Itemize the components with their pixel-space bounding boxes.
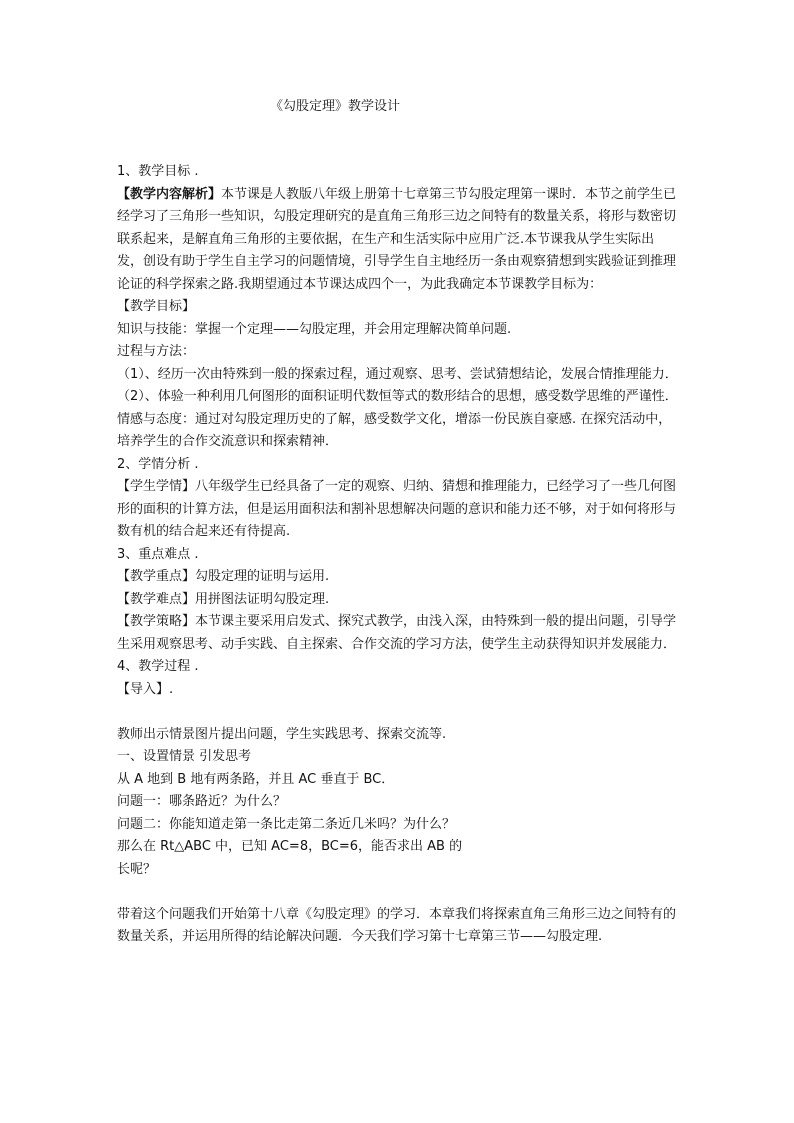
blank-line [117,881,679,904]
label-key-point: 【教学重点】 [117,569,196,584]
label-content-analysis: 【教学内容解析】 [117,186,222,202]
text-student-situation: 八年级学生已经具备了一定的观察、归纳、猜想和推理能力，已经学习了一些几何图形的面积的计算方法，但是运用面积法和割补思想解决问题的意识和能力还不够，对于如何将形与数有机的结合起来还有待提高. [117,479,677,539]
section-heading-teaching-goals: 1、教学目标 . [117,164,199,179]
section-heading-teaching-process: 4、教学过程 . [117,659,199,674]
paragraph-key-point [117,566,679,589]
label-student-situation: 【学生学情】 [117,479,196,494]
text-process-methods-heading: 过程与方法： [117,344,196,359]
text-teaching-strategy: 本节课主要采用启发式、探究式教学，由浅入深，由特殊到一般的提出问题，引导学生采用观察思考、动手实践、自主探索、合作交流的学习方法，使学生主动获得知识并发展能力． [117,614,677,652]
text-closing: 带着这个问题我们开始第十八章《勾股定理》的学习．本章我们将探索直角三角形三边之间特有的数量关系，并运用所得的结论解决问题．今天我们学习第十七章第三节——勾股定理. [117,906,677,944]
text-process-item-2: （2）、体验一种利用几何图形的面积证明代数恒等式的数形结合的思想，感受数学思维的严谨性． [117,389,678,404]
blank-line [117,701,679,724]
label-introduction: 【导入】. [117,681,174,697]
text-content-analysis: 本节课是人教版八年级上册第十七章第三节勾股定理第一课时．本节之前学生已经学习了三角形一些知识，勾股定理研究的是直角三角形三边之间特有的数量关系，将形与数密切联系起来，是解直角三角形的主要依据，在生产和生活实际中应用广泛.本节课我从学生实际出发，创设有助于学生自主学习的问题情境，引导学生自主地经历一条由观察猜想到实践验证到推理论证的科学探索之路.我期望通过本节课达成四个一，为此我确定本节课教学目标为： [117,186,677,292]
paragraph-difficult-point [117,589,679,612]
document-body [117,161,679,949]
paragraph-content-analysis [117,184,679,297]
paragraph-teaching-strategy [117,611,679,656]
text-question-two: 问题二：你能知道走第一条比走第二条近几米吗？为什么？ [117,816,456,832]
text-two-roads: 从 A 地到 B 地有两条路，并且 AC 垂直于 BC． [117,771,395,787]
text-question-one: 问题一：哪条路近？为什么？ [117,794,287,809]
text-teacher-presents: 教师出示情景图片提出问题，学生实践思考、探索交流等. [117,726,447,742]
text-emotion-attitude: 情感与态度：通过对勾股定理历史的了解，感受数学文化，增添一份民族自豪感. 在探究活动中，培养学生的合作交流意识和探索精神． [117,411,672,449]
text-process-item-1: （1）、经历一次由特殊到一般的探索过程，通过观察、思考、尝试猜想结论，发展合情推理能力． [117,366,678,382]
section-heading-key-points: 3、重点难点 . [117,546,199,562]
label-difficult-point: 【教学难点】 [117,591,196,607]
text-key-point: 勾股定理的证明与运用. [195,569,330,584]
label-teaching-strategy: 【教学策略】 [117,614,196,629]
section-heading-student-analysis: 2、学情分析 . [117,456,199,472]
document-title: 《勾股定理》教学设计 [270,99,401,114]
text-knowledge-skills: 知识与技能：掌握一个定理——勾股定理，并会用定理解决简单问题. [117,321,512,337]
text-step-one: 一、设置情景 引发思考 [117,749,252,764]
text-question-three-continued: 长呢？ [117,861,157,877]
text-question-three: 那么在 Rt△ABC 中，已知 AC=8，BC=6，能否求出 AB 的 [117,839,463,854]
label-teaching-goals: 【教学目标】 [117,299,196,314]
paragraph-student-situation [117,476,679,544]
text-difficult-point: 用拼图法证明勾股定理. [195,591,330,607]
